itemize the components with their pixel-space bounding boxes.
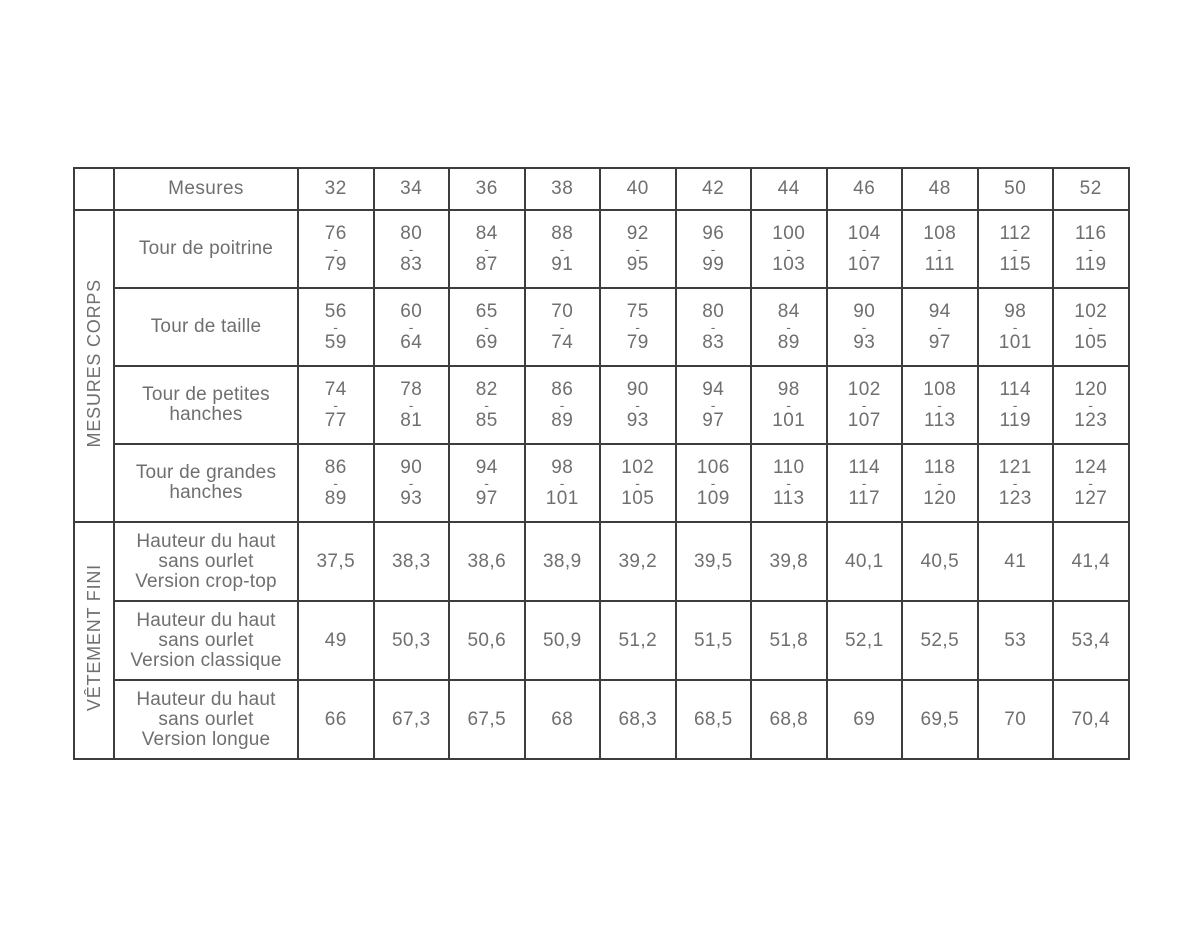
value-cell: [525, 210, 601, 288]
range-max: 101: [998, 331, 1032, 353]
value-cell: 40,1: [827, 522, 903, 601]
range-dash: -: [484, 240, 490, 257]
range-dash: -: [484, 474, 490, 491]
corner-blank-cell: [74, 168, 114, 210]
range-dash: -: [710, 396, 716, 413]
range-dash: -: [408, 318, 414, 335]
range-max: 123: [998, 487, 1032, 509]
value-cell: 50,6: [449, 601, 525, 680]
range-max: 113: [924, 409, 956, 431]
value-cell: [298, 366, 374, 444]
range-min: 114: [848, 456, 880, 478]
range-dash: -: [861, 396, 867, 413]
value-cell: 68,3: [600, 680, 676, 759]
value-cell: [902, 210, 978, 288]
range-dash: -: [559, 474, 565, 491]
range-min: 80: [702, 300, 725, 322]
range-dash: -: [635, 396, 641, 413]
range-dash: -: [559, 240, 565, 257]
row-label-cell: Tour de taille: [114, 288, 298, 366]
range-max: 93: [853, 331, 876, 353]
range-dash: -: [861, 474, 867, 491]
range-min: 80: [400, 222, 423, 244]
value-cell: [827, 288, 903, 366]
range-min: 121: [998, 456, 1032, 478]
value-cell: [449, 366, 525, 444]
size-header-cell: 52: [1053, 168, 1129, 210]
range-dash: -: [1088, 396, 1094, 413]
value-cell: [676, 288, 752, 366]
range-min: 112: [999, 222, 1031, 244]
range-max: 93: [626, 409, 649, 431]
size-header-cell: 42: [676, 168, 752, 210]
range-dash: -: [408, 474, 414, 491]
size-header-cell: 40: [600, 168, 676, 210]
size-header-cell: 36: [449, 168, 525, 210]
size-header-cell: 50: [978, 168, 1054, 210]
value-cell: 38,3: [374, 522, 450, 601]
range-max: 119: [999, 409, 1031, 431]
range-max: 107: [847, 253, 881, 275]
range-max: 123: [1074, 409, 1108, 431]
value-cell: [1053, 210, 1129, 288]
group-label: MESURES CORPS: [83, 279, 104, 448]
range-max: 107: [847, 409, 881, 431]
table-body: [74, 210, 1129, 759]
value-cell: [751, 444, 827, 522]
range-max: 69: [475, 331, 498, 353]
value-cell: 39,5: [676, 522, 752, 601]
range-dash: -: [333, 474, 339, 491]
value-cell: [902, 444, 978, 522]
value-cell: [1053, 444, 1129, 522]
value-cell: 41,4: [1053, 522, 1129, 601]
range-min: 94: [475, 456, 498, 478]
range-dash: -: [1088, 474, 1094, 491]
value-cell: 70,4: [1053, 680, 1129, 759]
value-cell: 50,9: [525, 601, 601, 680]
value-cell: [1053, 366, 1129, 444]
range-dash: -: [710, 474, 716, 491]
range-max: 93: [400, 487, 423, 509]
value-cell: 51,2: [600, 601, 676, 680]
range-min: 70: [551, 300, 574, 322]
range-max: 120: [923, 487, 957, 509]
value-cell: [525, 444, 601, 522]
range-min: 108: [923, 222, 957, 244]
value-cell: 38,6: [449, 522, 525, 601]
size-header-cell: 44: [751, 168, 827, 210]
range-max: 89: [551, 409, 574, 431]
range-max: 111: [924, 253, 955, 275]
range-dash: -: [333, 396, 339, 413]
range-min: 92: [626, 222, 649, 244]
range-dash: -: [635, 240, 641, 257]
range-dash: -: [937, 318, 943, 335]
range-max: 79: [626, 331, 649, 353]
range-max: 101: [772, 409, 806, 431]
range-max: 59: [324, 331, 347, 353]
value-cell: 68,8: [751, 680, 827, 759]
value-cell: [298, 444, 374, 522]
range-dash: -: [786, 474, 792, 491]
value-cell: [1053, 288, 1129, 366]
range-max: 91: [551, 253, 574, 275]
range-dash: -: [559, 318, 565, 335]
table-row: [74, 680, 1129, 759]
group-label-cell: [74, 522, 114, 759]
size-chart-table: [73, 167, 1130, 760]
range-max: 109: [696, 487, 730, 509]
range-min: 98: [551, 456, 574, 478]
range-dash: -: [333, 240, 339, 257]
value-cell: 51,8: [751, 601, 827, 680]
range-min: 102: [1074, 300, 1108, 322]
value-cell: [374, 366, 450, 444]
value-cell: [902, 288, 978, 366]
range-min: 110: [773, 456, 805, 478]
group-label: VÊTEMENT FINI: [83, 564, 104, 712]
range-dash: -: [559, 396, 565, 413]
range-max: 64: [400, 331, 423, 353]
size-header-cell: 46: [827, 168, 903, 210]
range-max: 99: [702, 253, 725, 275]
value-cell: [600, 210, 676, 288]
table-row: [74, 444, 1129, 522]
value-cell: [374, 210, 450, 288]
value-cell: [902, 366, 978, 444]
range-min: 120: [1074, 378, 1108, 400]
size-header-cell: 48: [902, 168, 978, 210]
value-cell: 37,5: [298, 522, 374, 601]
value-cell: 53: [978, 601, 1054, 680]
range-max: 79: [324, 253, 347, 275]
range-min: 114: [999, 378, 1031, 400]
value-cell: [525, 366, 601, 444]
range-max: 127: [1074, 487, 1108, 509]
range-max: 89: [777, 331, 800, 353]
range-dash: -: [710, 318, 716, 335]
range-dash: -: [786, 240, 792, 257]
value-cell: [676, 210, 752, 288]
header-row: [74, 168, 1129, 210]
value-cell: 69,5: [902, 680, 978, 759]
value-cell: 41: [978, 522, 1054, 601]
range-dash: -: [861, 240, 867, 257]
range-dash: -: [1012, 318, 1018, 335]
value-cell: [827, 210, 903, 288]
value-cell: 67,5: [449, 680, 525, 759]
value-cell: [525, 288, 601, 366]
range-min: 56: [324, 300, 347, 322]
range-max: 97: [475, 487, 498, 509]
value-cell: [449, 444, 525, 522]
range-min: 96: [702, 222, 725, 244]
range-min: 124: [1074, 456, 1108, 478]
value-cell: 51,5: [676, 601, 752, 680]
range-min: 90: [853, 300, 876, 322]
range-min: 116: [1075, 222, 1107, 244]
row-label-cell: Hauteur du haut sans ourlet Version longue: [114, 680, 298, 759]
range-max: 89: [324, 487, 347, 509]
range-min: 84: [777, 300, 800, 322]
value-cell: 68: [525, 680, 601, 759]
range-max: 105: [621, 487, 655, 509]
range-max: 85: [475, 409, 498, 431]
range-dash: -: [786, 318, 792, 335]
row-label-cell: Hauteur du haut sans ourlet Version classique: [114, 601, 298, 680]
range-max: 101: [545, 487, 579, 509]
value-cell: [827, 366, 903, 444]
table-row: [74, 601, 1129, 680]
range-min: 84: [475, 222, 498, 244]
value-cell: [676, 366, 752, 444]
range-dash: -: [333, 318, 339, 335]
range-min: 86: [551, 378, 574, 400]
range-max: 103: [772, 253, 806, 275]
value-cell: 53,4: [1053, 601, 1129, 680]
range-min: 98: [777, 378, 800, 400]
table-row: [74, 522, 1129, 601]
table-row: [74, 366, 1129, 444]
range-min: 65: [475, 300, 498, 322]
range-max: 81: [400, 409, 423, 431]
range-max: 97: [702, 409, 725, 431]
range-dash: -: [1012, 240, 1018, 257]
range-dash: -: [1012, 396, 1018, 413]
value-cell: 68,5: [676, 680, 752, 759]
value-cell: [978, 444, 1054, 522]
row-label-cell: Tour de petites hanches: [114, 366, 298, 444]
value-cell: 38,9: [525, 522, 601, 601]
value-cell: [751, 210, 827, 288]
size-header-cell: 38: [525, 168, 601, 210]
value-cell: [751, 366, 827, 444]
range-dash: -: [408, 240, 414, 257]
value-cell: 69: [827, 680, 903, 759]
value-cell: 49: [298, 601, 374, 680]
range-max: 87: [475, 253, 498, 275]
range-min: 94: [702, 378, 725, 400]
range-dash: -: [1088, 240, 1094, 257]
range-max: 117: [848, 487, 880, 509]
range-min: 118: [924, 456, 956, 478]
value-cell: 50,3: [374, 601, 450, 680]
range-min: 74: [324, 378, 347, 400]
row-label-cell: Hauteur du haut sans ourlet Version crop-top: [114, 522, 298, 601]
value-cell: [600, 288, 676, 366]
range-min: 102: [847, 378, 881, 400]
range-min: 86: [324, 456, 347, 478]
range-min: 76: [324, 222, 347, 244]
range-max: 95: [626, 253, 649, 275]
range-dash: -: [484, 318, 490, 335]
range-min: 60: [400, 300, 423, 322]
range-max: 113: [773, 487, 805, 509]
value-cell: 67,3: [374, 680, 450, 759]
range-max: 83: [400, 253, 423, 275]
range-min: 104: [847, 222, 881, 244]
value-cell: 52,5: [902, 601, 978, 680]
range-max: 105: [1074, 331, 1108, 353]
range-max: 74: [551, 331, 574, 353]
value-cell: [600, 444, 676, 522]
range-dash: -: [937, 240, 943, 257]
range-min: 78: [400, 378, 423, 400]
range-min: 88: [551, 222, 574, 244]
value-cell: 39,2: [600, 522, 676, 601]
range-max: 115: [999, 253, 1031, 275]
measures-header-cell: Mesures: [114, 168, 298, 210]
range-min: 106: [696, 456, 730, 478]
range-dash: -: [484, 396, 490, 413]
value-cell: [676, 444, 752, 522]
value-cell: [449, 210, 525, 288]
group-label-cell: [74, 210, 114, 522]
value-cell: [449, 288, 525, 366]
range-min: 82: [475, 378, 498, 400]
value-cell: 66: [298, 680, 374, 759]
range-min: 108: [923, 378, 957, 400]
range-min: 102: [621, 456, 655, 478]
range-min: 98: [1004, 300, 1027, 322]
value-cell: [374, 444, 450, 522]
range-min: 75: [626, 300, 649, 322]
table-row: [74, 210, 1129, 288]
range-max: 97: [928, 331, 951, 353]
value-cell: [978, 210, 1054, 288]
range-max: 83: [702, 331, 725, 353]
range-dash: -: [1088, 318, 1094, 335]
range-min: 100: [772, 222, 806, 244]
value-cell: [600, 366, 676, 444]
table-row: [74, 288, 1129, 366]
size-header-cell: 34: [374, 168, 450, 210]
value-cell: [374, 288, 450, 366]
value-cell: 39,8: [751, 522, 827, 601]
range-dash: -: [937, 396, 943, 413]
value-cell: [827, 444, 903, 522]
range-dash: -: [861, 318, 867, 335]
range-dash: -: [408, 396, 414, 413]
range-dash: -: [635, 318, 641, 335]
row-label-cell: Tour de poitrine: [114, 210, 298, 288]
value-cell: 70: [978, 680, 1054, 759]
range-dash: -: [635, 474, 641, 491]
range-dash: -: [786, 396, 792, 413]
range-min: 90: [400, 456, 423, 478]
range-max: 77: [324, 409, 347, 431]
value-cell: [298, 288, 374, 366]
range-dash: -: [937, 474, 943, 491]
value-cell: 52,1: [827, 601, 903, 680]
range-min: 94: [928, 300, 951, 322]
value-cell: 40,5: [902, 522, 978, 601]
row-label-cell: Tour de grandes hanches: [114, 444, 298, 522]
range-max: 119: [1075, 253, 1107, 275]
value-cell: [751, 288, 827, 366]
value-cell: [978, 366, 1054, 444]
range-dash: -: [1012, 474, 1018, 491]
range-min: 90: [626, 378, 649, 400]
size-header-cell: 32: [298, 168, 374, 210]
range-dash: -: [710, 240, 716, 257]
value-cell: [978, 288, 1054, 366]
value-cell: [298, 210, 374, 288]
